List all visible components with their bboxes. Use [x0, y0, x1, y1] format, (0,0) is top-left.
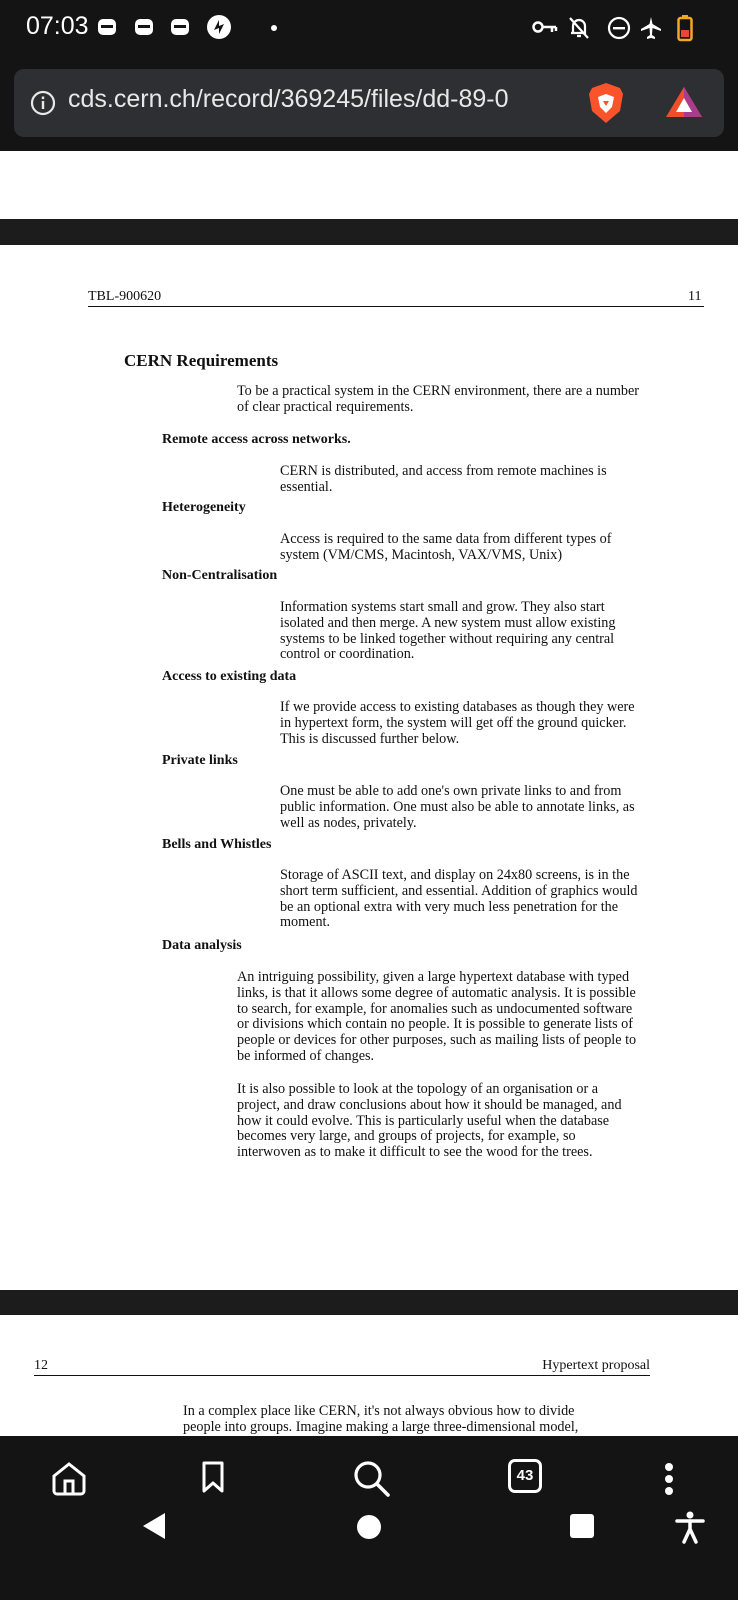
text-heterogeneity: Access is required to the same data from different types of system (VM/CMS, Macintosh, VAX/VMS, Unix)	[280, 531, 612, 563]
text-private-links: One must be able to add one's own private links to and from public information. One must also be able to annotate links, as well as nodes, privately.	[280, 783, 635, 831]
page-divider	[0, 219, 738, 245]
page-10-bottom	[0, 151, 738, 219]
sim-card-icon	[97, 17, 117, 37]
heading-remote-access: Remote access across networks.	[162, 432, 351, 447]
text-bells-whistles: Storage of ASCII text, and display on 24x80 screens, is in the short term sufficient, and essential. Addition of graphics would be an optional extra with very much less penetration for the moment.	[280, 867, 638, 931]
bottom-toolbar	[0, 1436, 738, 1600]
text-data-analysis-2: It is also possible to look at the topology of an organisation or a project, and draw conclusions about how it should be managed, and how it could evolve. This is particularly useful when the database becomes very large, and groups of projects, for example, so interwoven as to make it difficult to see the wood for the trees.	[237, 1081, 622, 1161]
tab-count-button[interactable]: 43	[508, 1459, 542, 1493]
url-text[interactable]: cds.cern.ch/record/369245/files/dd-89-0	[68, 85, 509, 113]
header-rule	[88, 306, 704, 307]
home-circle-icon[interactable]	[356, 1514, 382, 1540]
back-triangle-icon[interactable]	[140, 1511, 168, 1541]
airplane-mode-icon	[639, 15, 663, 41]
page-divider	[0, 1290, 738, 1315]
home-icon[interactable]	[50, 1460, 88, 1496]
sim-card-icon	[134, 17, 154, 37]
running-head-left: TBL-900620	[88, 289, 162, 304]
page-number: 11	[688, 289, 702, 304]
bookmark-icon[interactable]	[201, 1460, 225, 1494]
status-bar	[0, 0, 738, 56]
sync-app-icon	[206, 14, 232, 40]
text-remote-access: CERN is distributed, and access from remote machines is essential.	[280, 463, 607, 495]
do-not-disturb-icon	[607, 16, 631, 40]
search-icon[interactable]	[351, 1458, 391, 1498]
intro-paragraph: To be a practical system in the CERN environment, there are a number of clear practical requirements.	[237, 383, 640, 415]
browser-toolbar	[0, 56, 738, 151]
heading-heterogeneity: Heterogeneity	[162, 500, 246, 515]
text-data-analysis-1: An intriguing possibility, given a large hypertext database with typed links, is that it allows some degree of automatic analysis. It is possible to search, for example, for anomalies such as undocumented software or divisions which contain no people. It is possible to generate lists of people or devices for other purposes, such as mailing lists of people to be informed of changes.	[237, 969, 637, 1064]
clock: 07:03	[26, 12, 89, 40]
dot-icon	[270, 24, 278, 32]
text-non-centralisation: Information systems start small and grow. They also start isolated and then merge. A new system must allow existing systems to be linked together without requiring any central control or coordination.	[280, 599, 616, 663]
heading-bells-whistles: Bells and Whistles	[162, 837, 272, 852]
heading-private-links: Private links	[162, 753, 238, 768]
heading-non-centralisation: Non-Centralisation	[162, 568, 278, 583]
battery-low-icon	[677, 14, 693, 42]
header-rule	[34, 1375, 650, 1376]
info-icon[interactable]	[30, 90, 56, 116]
more-vert-icon[interactable]	[663, 1462, 675, 1496]
brave-rewards-icon[interactable]	[664, 84, 704, 120]
recents-square-icon[interactable]	[569, 1513, 595, 1539]
page-number: 12	[34, 1358, 48, 1373]
page12-paragraph: In a complex place like CERN, it's not always obvious how to divide people into groups. Imagine making a large three-dimensional model,	[183, 1403, 579, 1435]
brave-shield-icon[interactable]	[586, 81, 626, 125]
notifications-off-icon	[567, 15, 591, 41]
text-existing-data: If we provide access to existing databases as though they were in hypertext form, the system will get off the ground quicker. This is discussed further below.	[280, 699, 635, 747]
accessibility-icon[interactable]	[674, 1510, 706, 1544]
section-title: CERN Requirements	[124, 351, 279, 370]
sim-card-icon	[170, 17, 190, 37]
heading-existing-data: Access to existing data	[162, 669, 297, 684]
running-head-right: Hypertext proposal	[542, 1358, 650, 1373]
vpn-key-icon	[532, 18, 558, 36]
heading-data-analysis: Data analysis	[162, 938, 242, 953]
